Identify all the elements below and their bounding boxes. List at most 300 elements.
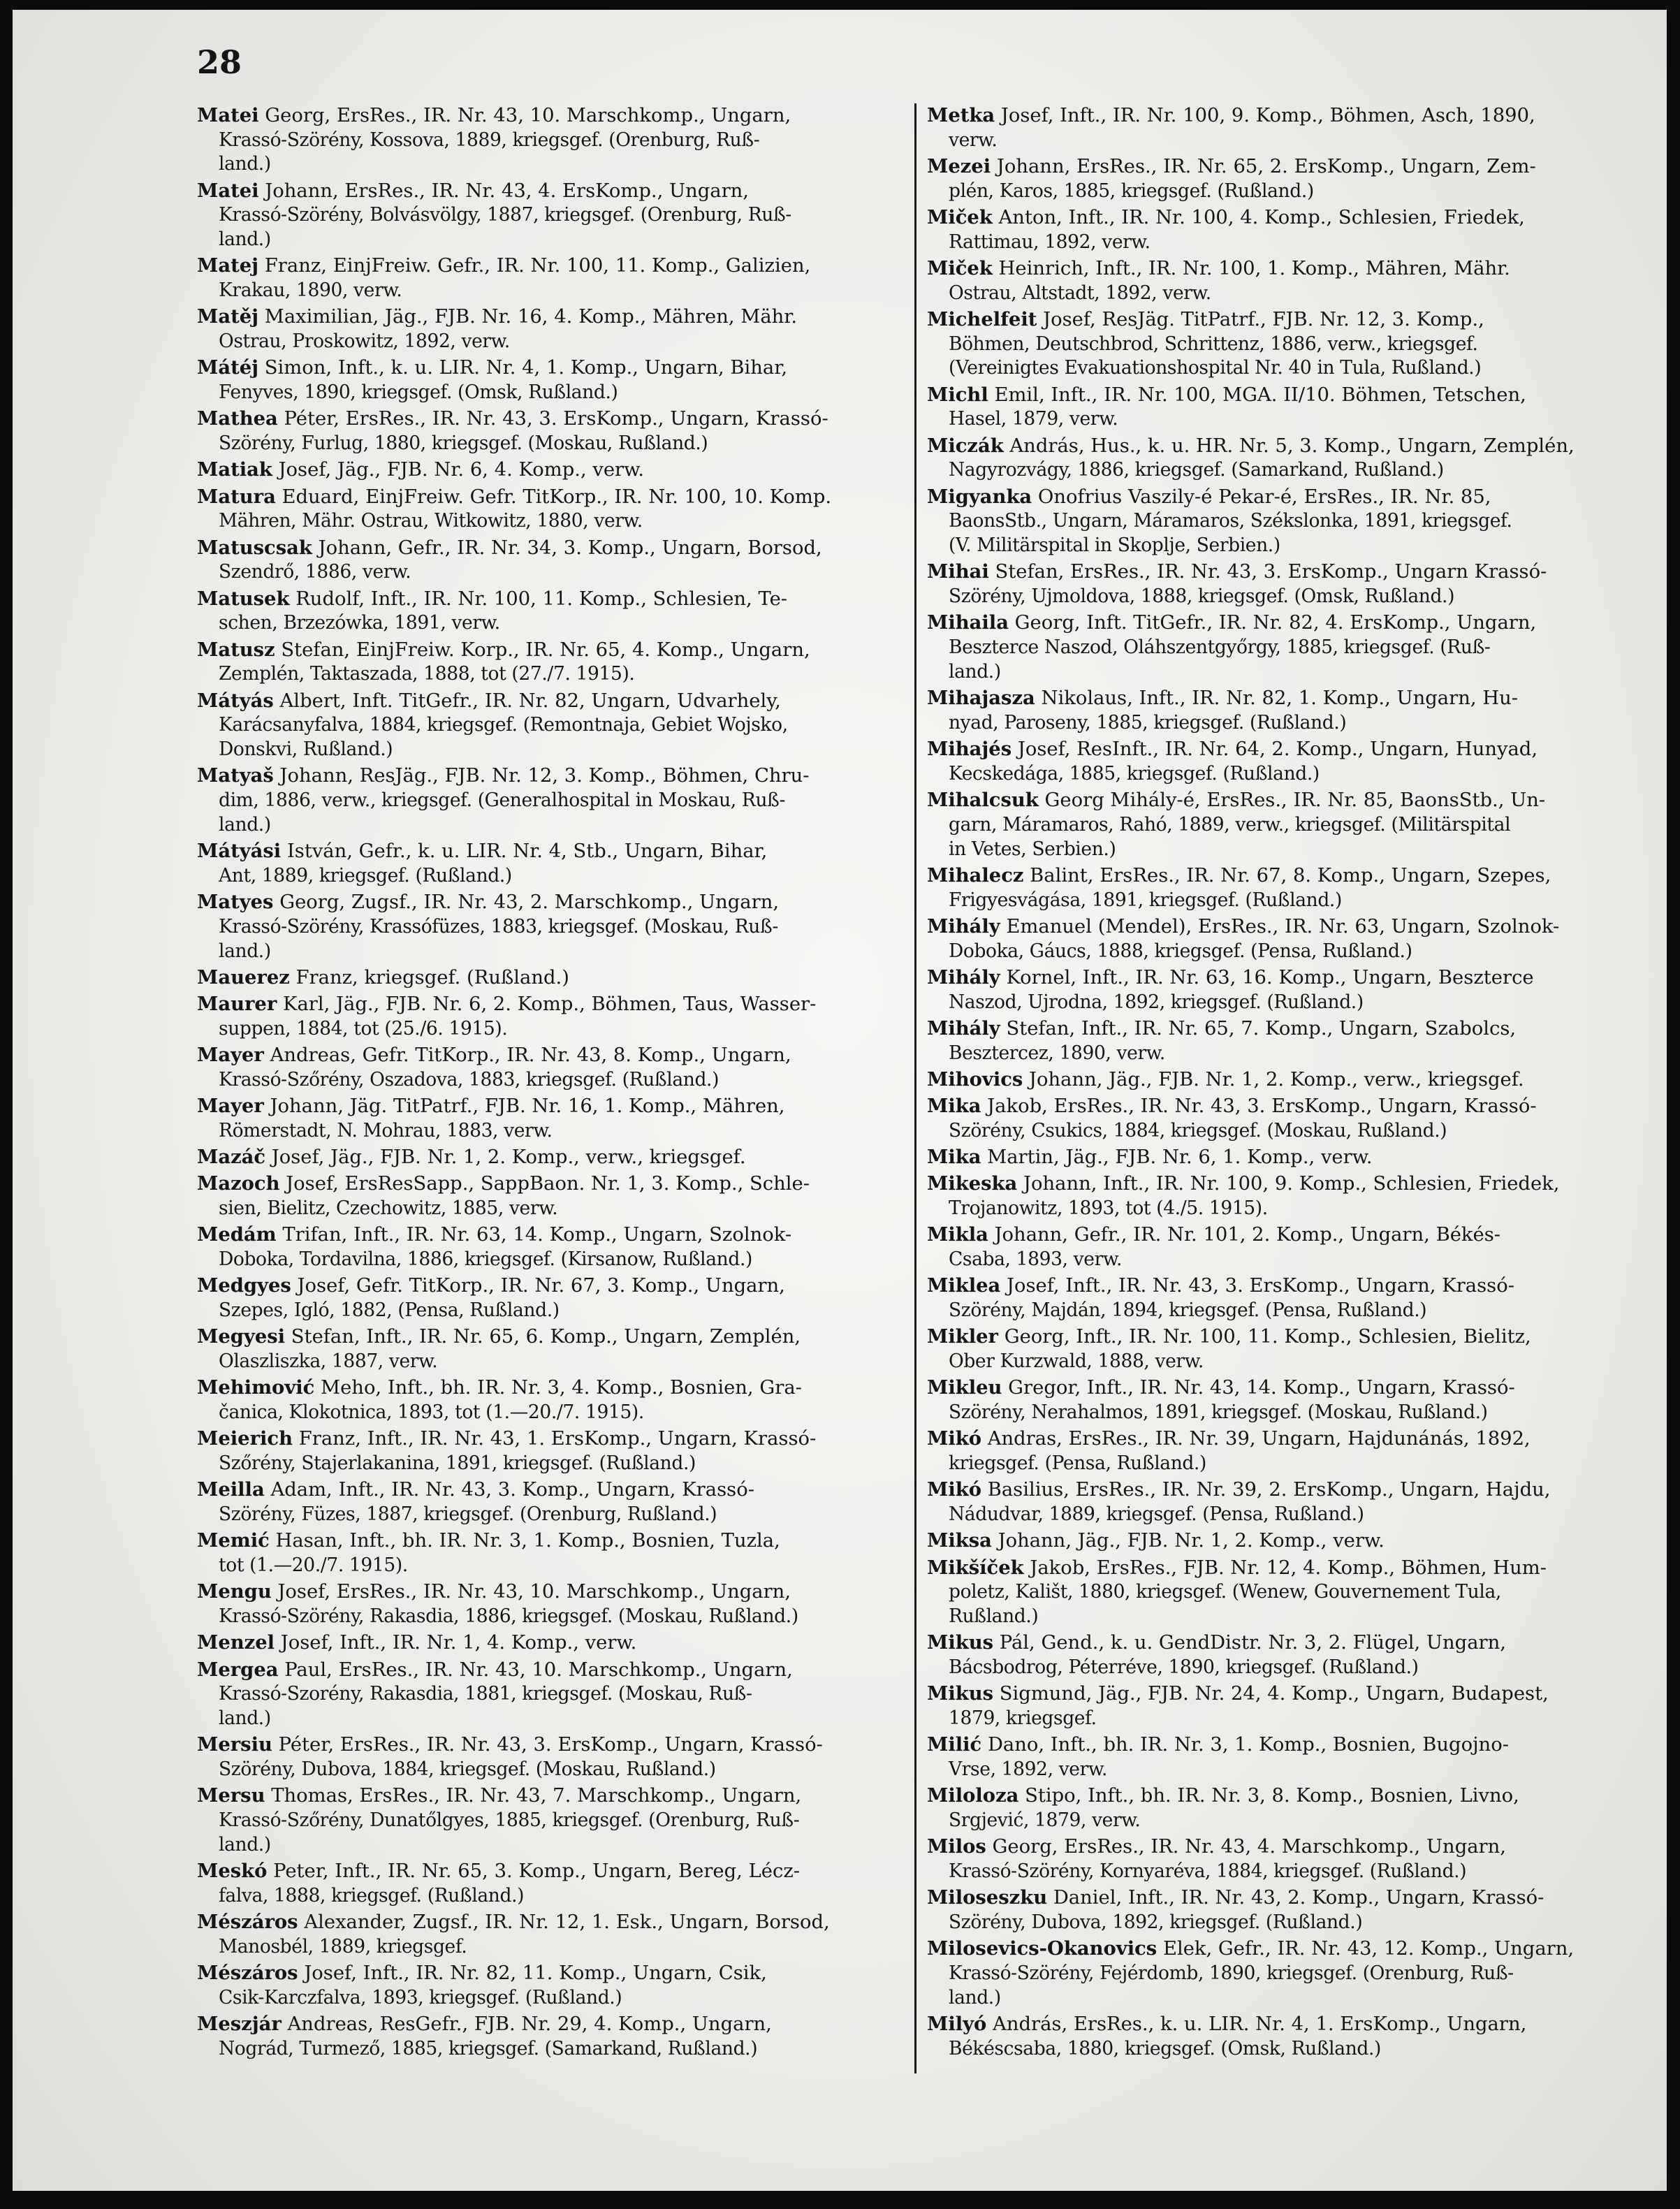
list-item [927, 1376, 1631, 1424]
entry-line [197, 1274, 901, 1299]
entry-line [197, 1145, 901, 1170]
entry-text: Andreas, ResGefr., FJB. Nr. 29, 4. Komp., Ungarn, [287, 2013, 772, 2036]
list-item [197, 1376, 901, 1424]
entry-text: Stefan, Inft., IR. Nr. 65, 7. Komp., Ungarn, Szabolcs, [1006, 1017, 1517, 1040]
entry-surname: Maurer [197, 993, 277, 1016]
entry-surname: Miček [927, 206, 993, 228]
entry-text: Jakob, ErsRes., FJB. Nr. 12, 4. Komp., Böhmen, Hum- [1030, 1556, 1547, 1579]
list-item [927, 611, 1631, 684]
list-item [197, 1427, 901, 1475]
list-item [197, 407, 901, 455]
entry-text: land.) [218, 940, 271, 962]
entry-surname: Menzel [197, 1631, 275, 1654]
entry-text: Georg Mihály-é, ErsRes., IR. Nr. 85, BaonsStb., Un- [1044, 789, 1546, 812]
entry-line [197, 1986, 879, 2011]
entry-surname: Matuscsak [197, 536, 312, 559]
entry-surname: Mikeska [927, 1172, 1018, 1195]
entry-line [927, 1223, 1631, 1248]
entry-surname: Memić [197, 1529, 270, 1552]
entry-line [927, 1452, 1609, 1476]
entry-text: Szörény, Majdán, 1894, kriegsgef. (Pensa, Rußland.) [948, 1299, 1427, 1322]
entry-line [197, 1401, 879, 1425]
entry-line [197, 1859, 901, 1884]
entry-text: Olaszliszka, 1887, verw. [218, 1350, 438, 1373]
entry-text: Johann, Jäg., FJB. Nr. 1, 2. Komp., verw., kriegsgef. [1029, 1068, 1524, 1091]
entry-surname: Mazoch [197, 1172, 280, 1195]
entry-surname: Matěj [197, 305, 259, 328]
entry-line [927, 1248, 1609, 1272]
entry-line [197, 1017, 879, 1042]
entry-text: land.) [218, 1833, 271, 1856]
list-item [197, 1631, 901, 1656]
entry-surname: Meskó [197, 1860, 268, 1883]
entry-text: Beszterce Naszod, Oláhszentgyőrgy, 1885, kriegsgef. (Ruß- [948, 636, 1491, 659]
entry-line [197, 1068, 879, 1093]
entry-surname: Mikleu [927, 1376, 1002, 1399]
entry-text: István, Gefr., k. u. LIR. Nr. 4, Stb., Ungarn, Bihar, [286, 840, 768, 863]
entry-surname: Miloloza [927, 1784, 1019, 1807]
entry-line [197, 103, 901, 129]
entry-line [197, 509, 879, 534]
list-item [927, 307, 1631, 381]
entry-line [927, 1784, 1631, 1809]
entry-text: Szörény, Ujmoldova, 1888, kriegsgef. (Omsk, Rußland.) [948, 585, 1455, 608]
entry-text: Maximilian, Jäg., FJB. Nr. 16, 4. Komp., Mähren, Mähr. [264, 306, 798, 328]
entry-line [927, 129, 1609, 153]
entry-text: Karácsanyfalva, 1884, kriegsgef. (Remontnaja, Gebiet Wojsko, [218, 714, 788, 736]
entry-line [927, 1401, 1609, 1425]
entry-text: kriegsgef. (Pensa, Rußland.) [948, 1452, 1207, 1475]
entry-line [197, 1784, 901, 1809]
entry-line [927, 611, 1631, 636]
entry-surname: Meszjár [197, 2013, 282, 2036]
entry-text: Stefan, ErsRes., IR. Nr. 43, 3. ErsKomp., Ungarn Krassó- [995, 561, 1547, 583]
entry-line [927, 1656, 1609, 1680]
entry-text: land.) [218, 153, 271, 175]
document-page [13, 10, 1667, 2191]
entry-text: Doboka, Gáucs, 1888, kriegsgef. (Pensa, Rußland.) [948, 940, 1412, 962]
entry-surname: Mikó [927, 1427, 981, 1450]
entry-text: Basilius, ErsRes., IR. Nr. 39, 2. ErsKomp., Ungarn, Hajdu, [987, 1479, 1551, 1501]
list-item [927, 154, 1631, 203]
entry-surname: Matyes [197, 891, 274, 914]
entry-text: Nikolaus, Inft., IR. Nr. 82, 1. Komp., Ungarn, Hu- [1041, 687, 1519, 710]
entry-surname: Mikla [927, 1223, 988, 1246]
entry-text: Meho, Inft., bh. IR. Nr. 3, 4. Komp., Bosnien, Gra- [321, 1377, 802, 1399]
entry-line [927, 1145, 1631, 1170]
list-item [197, 839, 901, 888]
entry-text: Szendrő, 1886, verw. [218, 561, 411, 583]
entry-line [927, 1682, 1631, 1707]
entry-line [197, 992, 901, 1017]
entry-line [197, 1682, 879, 1707]
entry-surname: Mihaila [927, 611, 1009, 634]
entry-line [197, 1376, 901, 1401]
entry-surname: Matiak [197, 458, 272, 481]
entry-line [927, 560, 1631, 585]
entry-line [927, 1962, 1609, 1986]
entry-line [927, 231, 1609, 255]
entry-line [927, 991, 1609, 1015]
entry-text: Szörény, Dubova, 1892, kriegsgef. (Rußland.) [948, 1911, 1363, 1934]
entry-text: Nádudvar, 1889, kriegsgef. (Pensa, Rußland.) [948, 1503, 1364, 1526]
entry-text: Josef, Inft., IR. Nr. 100, 9. Komp., Böhmen, Asch, 1890, [1000, 105, 1535, 126]
entry-line [197, 1658, 901, 1683]
entry-line [197, 1503, 879, 1527]
entry-text: Krassó-Szorény, Rakasdia, 1881, kriegsgef. (Moskau, Ruß- [218, 1683, 752, 1705]
entry-text: Nagyrozvágy, 1886, kriegsgef. (Samarkand, Rußland.) [948, 459, 1444, 481]
entry-line [927, 205, 1631, 231]
entry-text: Gregor, Inft., IR. Nr. 43, 14. Komp., Ungarn, Krassó- [1008, 1377, 1515, 1399]
entry-text: Krassó-Szőrény, Oszadova, 1883, kriegsgef. (Rußland.) [218, 1068, 720, 1091]
entry-line [197, 864, 879, 889]
entry-text: Johann, Jäg., FJB. Nr. 1, 2. Komp., verw. [998, 1530, 1385, 1552]
list-item [927, 1427, 1631, 1475]
entry-line [197, 738, 879, 762]
entry-line [197, 129, 879, 153]
entry-text: Szepes, Igló, 1882, (Pensa, Rußland.) [218, 1299, 560, 1322]
entry-text: Peter, Inft., IR. Nr. 65, 3. Komp., Ungarn, Bereg, Lécz- [273, 1860, 801, 1883]
list-item [927, 1478, 1631, 1526]
entry-text: Krassó-Szörény, Rakasdia, 1886, kriegsgef. (Moskau, Rußland.) [218, 1605, 798, 1628]
entry-text: Sigmund, Jäg., FJB. Nr. 24, 4. Komp., Ungarn, Budapest, [999, 1683, 1549, 1705]
entry-text: Franz, Inft., IR. Nr. 43, 1. ErsKomp., Ungarn, Krassó- [298, 1428, 817, 1450]
entry-line [197, 305, 901, 330]
entry-line [927, 1733, 1631, 1758]
entry-surname: Mészáros [197, 1911, 298, 1934]
entry-text: Josef, ResJäg. TitPatrf., FJB. Nr. 12, 3. Komp., [1043, 309, 1484, 330]
entry-line [197, 407, 901, 432]
entry-text: Vrse, 1892, verw. [948, 1758, 1108, 1781]
entry-line [197, 1554, 879, 1578]
right-column [927, 103, 1631, 2063]
entry-surname: Medgyes [197, 1274, 291, 1297]
entry-text: suppen, 1884, tot (25./6. 1915). [218, 1017, 508, 1040]
entry-line [927, 1067, 1631, 1093]
entry-text: Hasan, Inft., bh. IR. Nr. 3, 1. Komp., Bosnien, Tuzla, [275, 1530, 780, 1552]
entry-text: Josef, Inft., IR. Nr. 1, 4. Komp., verw. [280, 1632, 637, 1654]
entry-line [197, 279, 879, 303]
entry-line [927, 965, 1631, 991]
entry-text: Josef, Inft., IR. Nr. 43, 3. ErsKomp., Ungarn, Krassó- [1007, 1275, 1514, 1297]
entry-text: Krassó-Szörény, Kossova, 1889, kriegsgef. (Orenburg, Ruß- [218, 129, 760, 151]
entry-text: in Vetes, Serbien.) [948, 838, 1116, 860]
entry-line [927, 2037, 1609, 2062]
list-item [197, 1172, 901, 1220]
list-item [197, 1580, 901, 1628]
entry-line [927, 1529, 1631, 1554]
entry-text: Hasel, 1879, verw. [948, 408, 1118, 430]
entry-text: Johann, Inft., IR. Nr. 100, 9. Komp., Schlesien, Friedek, [1023, 1173, 1560, 1195]
entry-text: 1879, kriegsgef. [948, 1707, 1097, 1730]
list-item [927, 1835, 1631, 1883]
list-item [197, 1274, 901, 1322]
entry-text: Franz, kriegsgef. (Rußland.) [295, 966, 569, 989]
entry-text: Johann, Jäg. TitPatrf., FJB. Nr. 16, 1. Komp., Mähren, [270, 1095, 785, 1118]
entry-text: Georg, Inft., IR. Nr. 100, 11. Komp., Schlesien, Bielitz, [1004, 1326, 1531, 1348]
entry-line [927, 509, 1609, 534]
entry-line [927, 154, 1631, 180]
list-item [927, 737, 1631, 786]
entry-text: land.) [218, 813, 271, 836]
entry-line [927, 458, 1609, 483]
entry-text: Szörény, Nerahalmos, 1891, kriegsgef. (Moskau, Rußland.) [948, 1401, 1488, 1424]
entry-surname: Matei [197, 104, 259, 126]
entry-surname: Matura [197, 485, 276, 508]
entry-line [197, 1452, 879, 1476]
entry-line [197, 1529, 901, 1554]
entry-text: Georg, Zugsf., IR. Nr. 43, 2. Marschkomp., Ungarn, [279, 891, 780, 914]
entry-text: Emil, Inft., IR. Nr. 100, MGA. II/10. Böhmen, Tetschen, [994, 384, 1526, 406]
entry-line [927, 1860, 1609, 1884]
entry-line [197, 789, 879, 813]
entry-surname: Michl [927, 383, 988, 406]
entry-surname: Mergea [197, 1658, 279, 1681]
entry-line [927, 686, 1631, 711]
list-item [197, 1658, 901, 1731]
list-item [197, 1961, 901, 2010]
entry-text: Georg, ErsRes., IR. Nr. 43, 4. Marschkomp., Ungarn, [992, 1836, 1507, 1858]
list-item [197, 536, 901, 585]
entry-line [197, 1172, 901, 1197]
entry-text: Trifan, Inft., IR. Nr. 63, 14. Komp., Ungarn, Szolnok- [282, 1224, 792, 1246]
list-item [197, 1910, 901, 1959]
entry-surname: Mezei [927, 155, 991, 177]
entry-line [927, 1299, 1609, 1323]
entry-text: Rußland.) [948, 1605, 1039, 1628]
entry-line [197, 915, 879, 940]
entry-text: Georg, ErsRes., IR. Nr. 43, 10. Marschkomp., Ungarn, [265, 105, 791, 126]
entry-line [927, 788, 1631, 813]
entry-line [927, 1478, 1631, 1503]
entry-text: Rattimau, 1892, verw. [948, 231, 1151, 253]
entry-line [197, 611, 879, 636]
entry-text: Stefan, Inft., IR. Nr. 65, 6. Komp., Ungarn, Zemplén, [291, 1326, 801, 1348]
entry-line [197, 1884, 879, 1909]
entry-text: Szörény, Furlug, 1880, kriegsgef. (Moskau, Rußland.) [218, 432, 708, 455]
entry-text: tot (1.—20./7. 1915). [218, 1554, 408, 1577]
entry-surname: Mihalcsuk [927, 789, 1039, 812]
entry-surname: Mátyás [197, 689, 274, 712]
entry-surname: Megyesi [197, 1325, 286, 1348]
entry-line [927, 1197, 1609, 1221]
entry-line [927, 1886, 1631, 1911]
entry-text: čanica, Klokotnica, 1893, tot (1.—20./7. 1915). [218, 1401, 644, 1424]
entry-text: Krakau, 1890, verw. [218, 279, 402, 302]
entry-line [197, 228, 879, 252]
entry-line [927, 1042, 1609, 1066]
entry-surname: Matyaš [197, 764, 274, 787]
entry-surname: Miček [927, 257, 993, 279]
entry-text: Johann, Gefr., IR. Nr. 34, 3. Komp., Ungarn, Borsod, [318, 537, 822, 559]
entry-line [927, 1172, 1631, 1197]
entry-line [197, 1833, 879, 1858]
entry-surname: Mikler [927, 1325, 998, 1348]
entry-line [927, 383, 1631, 408]
list-item [197, 2012, 901, 2061]
list-item [197, 965, 901, 991]
entry-surname: Mihály [927, 1016, 1000, 1040]
entry-text: Ostrau, Proskowitz, 1892, verw. [218, 330, 510, 353]
list-item [927, 1223, 1631, 1271]
entry-text: Donskvi, Rußland.) [218, 738, 393, 761]
entry-text: land.) [948, 660, 1001, 683]
list-item [927, 383, 1631, 432]
entry-line [197, 662, 879, 687]
list-item [197, 458, 901, 483]
list-item [927, 560, 1631, 608]
entry-line [927, 1556, 1631, 1581]
entry-text: Péter, ErsRes., IR. Nr. 43, 3. ErsKomp., Ungarn, Krassó- [278, 1734, 823, 1756]
entry-text: Adam, Inft., IR. Nr. 43, 3. Komp., Ungarn, Krassó- [270, 1479, 754, 1501]
list-item [927, 1094, 1631, 1143]
entry-surname: Milos [927, 1835, 986, 1858]
list-item [197, 1529, 901, 1577]
list-item [197, 254, 901, 302]
entry-text: Heinrich, Inft., IR. Nr. 100, 1. Komp., Mähren, Mähr. [998, 258, 1510, 279]
entry-line [197, 1631, 901, 1656]
entry-line [927, 1911, 1609, 1935]
entry-text: Pál, Gend., k. u. GendDistr. Nr. 3, 2. Flügel, Ungarn, [999, 1632, 1506, 1654]
entry-text: Josef, Jäg., FJB. Nr. 6, 4. Komp., verw. [278, 459, 645, 481]
entry-text: Stipo, Inft., bh. IR. Nr. 3, 8. Komp., Bosnien, Livno, [1025, 1785, 1519, 1807]
list-item [927, 1556, 1631, 1629]
list-item [197, 890, 901, 963]
list-item [927, 1325, 1631, 1373]
list-item [197, 1784, 901, 1857]
entry-line [197, 1094, 901, 1119]
entry-text: Daniel, Inft., IR. Nr. 43, 2. Komp., Ungarn, Krassó- [1053, 1887, 1544, 1909]
list-item [927, 1529, 1631, 1554]
entry-line [197, 713, 879, 738]
entry-line [197, 1427, 901, 1452]
entry-text: András, Hus., k. u. HR. Nr. 5, 3. Komp., Ungarn, Zemplén, [1009, 435, 1575, 457]
entry-text: Josef, Gefr. TitKorp., IR. Nr. 67, 3. Komp., Ungarn, [297, 1275, 785, 1297]
entry-surname: Mihalecz [927, 863, 1024, 887]
entry-line [927, 1119, 1609, 1144]
entry-text: Ant, 1889, kriegsgef. (Rußland.) [218, 864, 512, 887]
entry-line [927, 1376, 1631, 1401]
entry-surname: Milyó [927, 2013, 987, 2036]
entry-line [927, 585, 1609, 609]
entry-text: nyad, Paroseny, 1885, kriegsgef. (Rußland.) [948, 711, 1347, 734]
entry-text: Josef, Inft., IR. Nr. 82, 11. Komp., Ungarn, Csik, [304, 1962, 767, 1985]
entry-surname: Matei [197, 179, 259, 202]
entry-surname: Mikšíček [927, 1556, 1024, 1579]
entry-text: Kecskedága, 1885, kriegsgef. (Rußland.) [948, 762, 1320, 785]
entry-text: Josef, ErsResSapp., SappBaon. Nr. 1, 3. Komp., Schle- [286, 1173, 810, 1195]
entry-surname: Mihovics [927, 1067, 1023, 1091]
list-item [927, 485, 1631, 558]
entry-text: Andreas, Gefr. TitKorp., IR. Nr. 43, 8. Komp., Ungarn, [270, 1044, 791, 1067]
entry-text: plén, Karos, 1885, kriegsgef. (Rußland.) [948, 180, 1314, 202]
list-item [197, 638, 901, 687]
entry-line [197, 536, 901, 561]
entry-surname: Mika [927, 1095, 981, 1118]
entry-text: Manosbél, 1889, kriegsgef. [218, 1935, 467, 1958]
entry-text: Ostrau, Altstadt, 1892, verw. [948, 282, 1211, 304]
entry-line [927, 534, 1609, 558]
entry-text: Balint, ErsRes., IR. Nr. 67, 8. Komp., Ungarn, Szepes, [1030, 864, 1551, 887]
list-item [927, 434, 1631, 483]
list-item [197, 356, 901, 404]
entry-line [927, 1758, 1609, 1782]
entry-surname: Matusek [197, 587, 290, 610]
entry-line [197, 1580, 901, 1605]
entry-line [197, 1197, 879, 1221]
entry-text: Kornel, Inft., IR. Nr. 63, 16. Komp., Ungarn, Beszterce [1006, 966, 1534, 989]
list-item [197, 1043, 901, 1092]
list-item [927, 1784, 1631, 1832]
entry-line [197, 813, 879, 838]
entry-text: Onofrius Vaszily-é Pekar-é, ErsRes., IR. Nr. 85, [1037, 486, 1491, 508]
entry-line [927, 1094, 1631, 1119]
entry-surname: Metka [927, 104, 995, 126]
entry-line [927, 1986, 1609, 2011]
entry-line [927, 1503, 1609, 1527]
entry-surname: Mátéj [197, 356, 259, 379]
entry-text: Böhmen, Deutschbrod, Schrittenz, 1886, verw., kriegsgef. [948, 333, 1478, 355]
entry-text: land.) [218, 228, 271, 251]
entry-line [927, 1350, 1609, 1374]
entry-line [197, 458, 901, 483]
list-item [927, 1937, 1631, 2010]
entry-text: Andras, ErsRes., IR. Nr. 39, Ungarn, Hajdunánás, 1892, [987, 1428, 1531, 1450]
entry-line [197, 1350, 879, 1374]
entry-text: land.) [948, 1986, 1001, 2008]
entry-text: Doboka, Tordavilna, 1886, kriegsgef. (Kirsanow, Rußland.) [218, 1248, 752, 1271]
entry-surname: Mengu [197, 1580, 272, 1603]
entry-surname: Mikus [927, 1682, 994, 1705]
entry-line [197, 1935, 879, 1960]
entry-line [927, 1809, 1609, 1833]
entry-surname: Mihajés [927, 738, 1012, 761]
entry-text: BaonsStb., Ungarn, Máramaros, Székslonka, 1891, kriegsgef. [948, 510, 1512, 532]
entry-surname: Mehimović [197, 1376, 315, 1399]
entry-surname: Mathea [197, 407, 278, 430]
list-item [197, 1859, 901, 1908]
entry-line [197, 689, 901, 714]
list-item [927, 1886, 1631, 1934]
list-item [927, 1145, 1631, 1170]
list-item [197, 1145, 901, 1170]
entry-surname: Miloseszku [927, 1886, 1048, 1909]
entry-text: Rudolf, Inft., IR. Nr. 100, 11. Komp., Schlesien, Te- [295, 588, 788, 610]
entry-surname: Meilla [197, 1478, 265, 1501]
entry-line [927, 434, 1631, 459]
entry-surname: Miklea [927, 1274, 1001, 1297]
entry-line [197, 560, 879, 585]
entry-text: Simon, Inft., k. u. LIR. Nr. 4, 1. Komp., Ungarn, Bihar, [264, 357, 788, 379]
entry-text: Péter, ErsRes., IR. Nr. 43, 3. ErsKomp., Ungarn, Krassó- [284, 408, 828, 430]
entry-surname: Mayer [197, 1095, 264, 1118]
entry-line [197, 179, 901, 204]
entry-line [927, 1835, 1631, 1860]
entry-text: land.) [218, 1707, 271, 1730]
entry-surname: Migyanka [927, 485, 1032, 508]
entry-text: Szörény, Füzes, 1887, kriegsgef. (Orenburg, Rußland.) [218, 1503, 717, 1526]
entry-line [927, 711, 1609, 736]
entry-line [927, 1325, 1631, 1350]
entry-line [197, 254, 901, 279]
entry-text: Stefan, EinjFreiw. Korp., IR. Nr. 65, 4. Komp., Ungarn, [281, 639, 810, 661]
entry-text: Josef, ResInft., IR. Nr. 64, 2. Komp., Ungarn, Hunyad, [1017, 738, 1538, 761]
list-item [927, 205, 1631, 254]
entry-surname: Meierich [197, 1427, 293, 1450]
entry-text: Krassó-Szőrény, Dunatőlgyes, 1885, kriegsgef. (Orenburg, Ruß- [218, 1809, 800, 1832]
entry-line [197, 940, 879, 964]
entry-line [927, 2012, 1631, 2037]
